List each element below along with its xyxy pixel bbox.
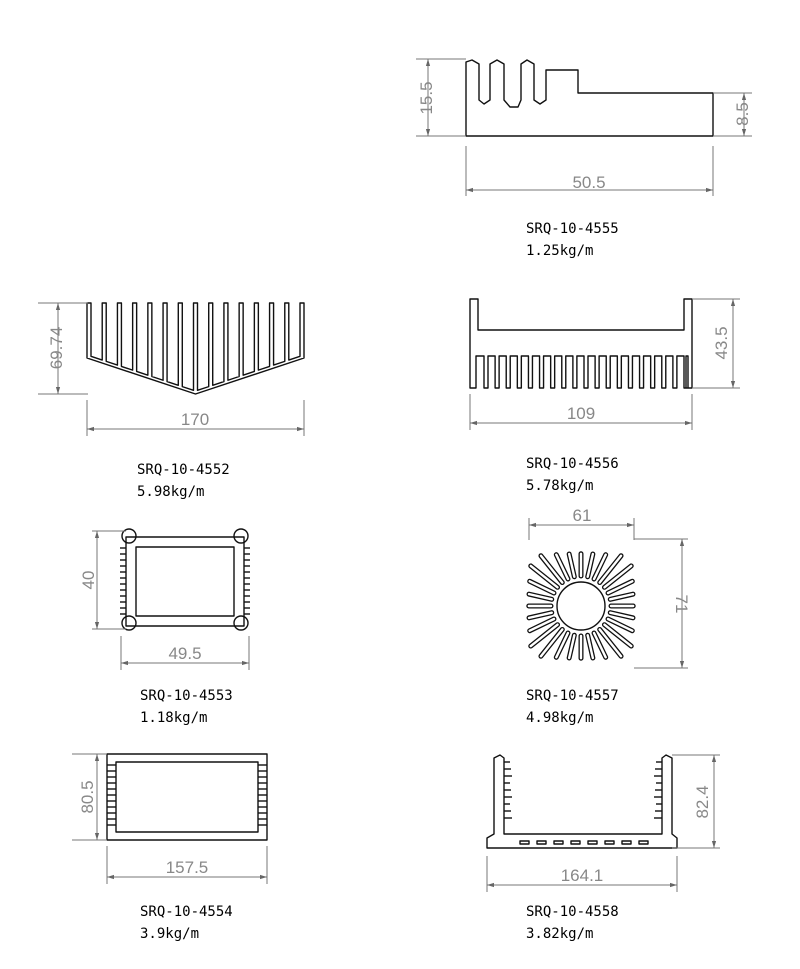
profile-drawing-4558 — [487, 755, 720, 892]
profile-drawing-4556 — [470, 299, 740, 430]
dim-width-4557: 61 — [572, 506, 592, 525]
base-slot — [520, 841, 529, 844]
dim-height-4557: 71 — [672, 594, 691, 614]
dim-width-4555: 50.5 — [572, 173, 606, 192]
part-weight: 1.25kg/m — [526, 243, 594, 259]
caption-4555 — [526, 218, 619, 262]
part-code: SRQ-10-4558 — [526, 904, 619, 920]
base-slot — [622, 841, 631, 844]
dim-height-4553: 40 — [79, 570, 98, 590]
dim-height-4554: 80.5 — [78, 780, 97, 814]
part-code: SRQ-10-4552 — [137, 462, 230, 478]
dim-width-4554: 157.5 — [165, 858, 209, 877]
caption-4556 — [526, 453, 619, 497]
part-code: SRQ-10-4553 — [140, 688, 233, 704]
caption-4552 — [137, 459, 230, 503]
dim-height-4552: 69.74 — [47, 326, 66, 370]
caption-4553 — [140, 685, 233, 729]
caption-4557 — [526, 685, 619, 729]
part-code: SRQ-10-4557 — [526, 688, 619, 704]
base-slot — [605, 841, 614, 844]
base-slot — [537, 841, 546, 844]
profile-drawing-4557 — [529, 506, 691, 668]
part-weight: 4.98kg/m — [526, 710, 594, 726]
dim-height-4555: 15.5 — [417, 81, 436, 115]
base-slot — [571, 841, 580, 844]
part-weight: 3.9kg/m — [140, 926, 200, 942]
profile-drawing-4552 — [38, 303, 304, 436]
dim-height-4556: 43.5 — [712, 326, 731, 360]
part-code: SRQ-10-4556 — [526, 456, 619, 472]
dim-height-4558: 82.4 — [693, 785, 712, 819]
part-weight: 5.78kg/m — [526, 478, 594, 494]
dim-width-4558: 164.1 — [560, 866, 604, 885]
part-weight: 1.18kg/m — [140, 710, 208, 726]
part-weight: 3.82kg/m — [526, 926, 594, 942]
part-code: SRQ-10-4555 — [526, 221, 619, 237]
base-slot — [588, 841, 597, 844]
part-weight: 5.98kg/m — [137, 484, 205, 500]
caption-4554 — [140, 901, 233, 945]
base-slot — [554, 841, 563, 844]
profile-drawing-4554 — [72, 754, 267, 884]
part-code: SRQ-10-4554 — [140, 904, 233, 920]
base-slot — [639, 841, 648, 844]
dim-width-4553: 49.5 — [168, 644, 202, 663]
profile-drawing-4555 — [416, 59, 752, 196]
profile-drawing-4553 — [79, 529, 250, 670]
caption-4558 — [526, 901, 619, 945]
dim-width-4552: 170 — [180, 410, 210, 429]
dim-step-height-4555: 8.5 — [733, 102, 752, 126]
dim-width-4556: 109 — [566, 404, 596, 423]
